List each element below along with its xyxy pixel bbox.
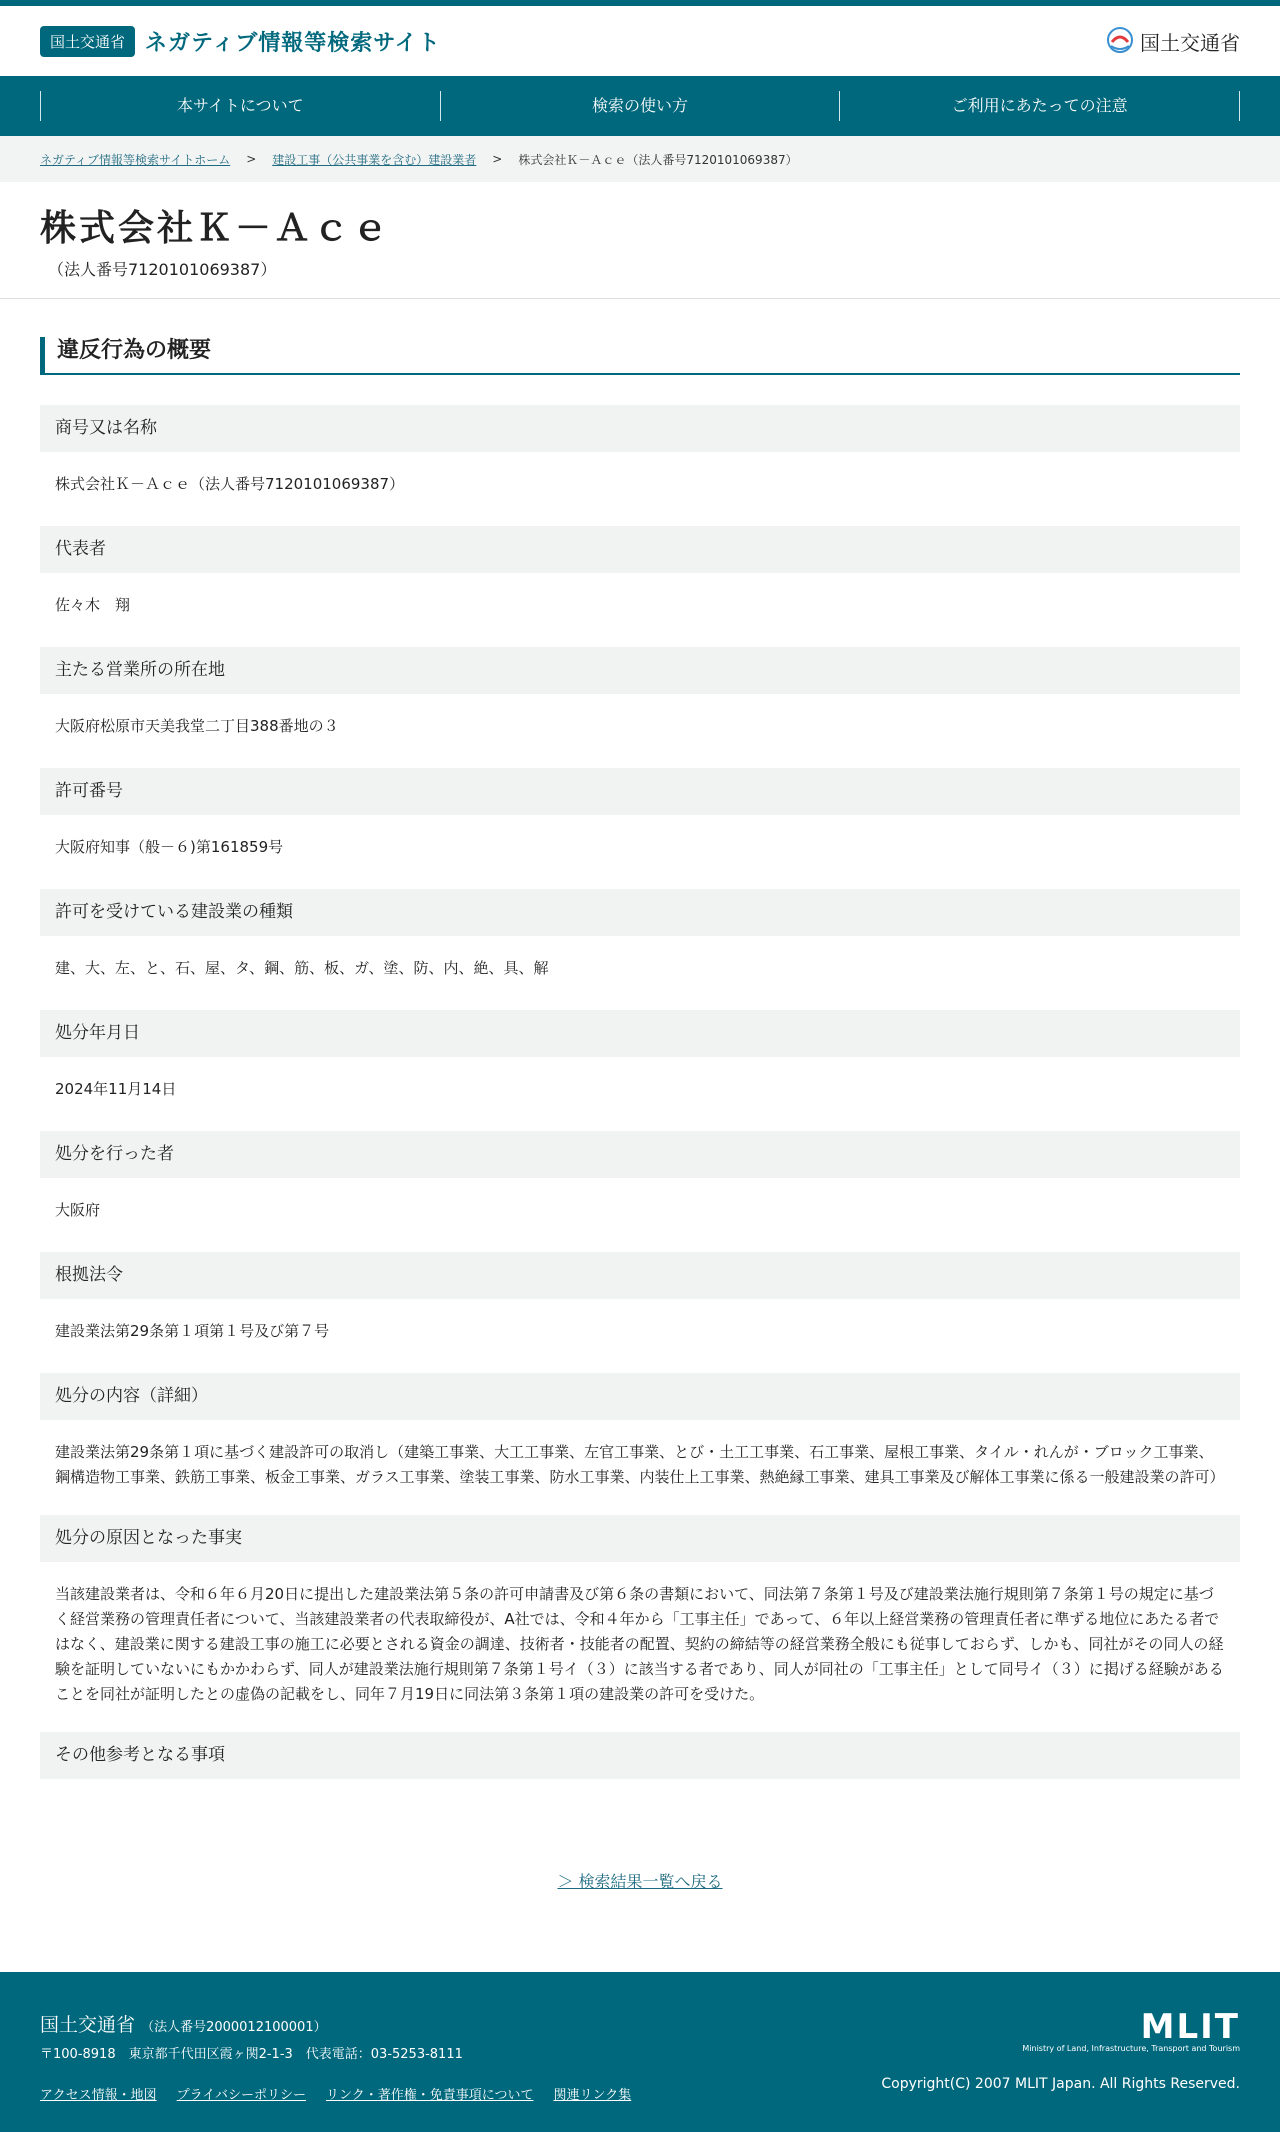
field-block	[40, 1373, 1240, 1515]
field-block	[40, 1131, 1240, 1252]
field-value: 大阪府知事（般－６)第161859号	[55, 838, 284, 856]
footer-org-corp-number: （法人番号2000012100001）	[141, 2020, 327, 2035]
section-title: 違反行為の概要	[40, 337, 1240, 375]
footer-link-access[interactable]: アクセス情報・地図	[40, 2088, 157, 2103]
back-link-wrap	[40, 1799, 1240, 1972]
breadcrumb-category[interactable]: 建設工事（公共事業を含む）建設業者	[272, 152, 477, 167]
ministry-emblem-icon	[1106, 26, 1134, 56]
footer-link-privacy[interactable]: プライバシーポリシー	[176, 2088, 306, 2103]
field-label: 商号又は名称	[40, 405, 1240, 452]
ministry-badge: 国土交通省	[40, 26, 135, 57]
field-value: 佐々木 翔	[55, 596, 131, 614]
field-block	[40, 526, 1240, 647]
footer-link-copyright[interactable]: リンク・著作権・免責事項について	[325, 2088, 534, 2103]
field-value: 株式会社Ｋ－Ａｃｅ（法人番号7120101069387）	[55, 475, 405, 493]
company-heading	[0, 182, 1280, 299]
footer-org-name: 国土交通省	[40, 2014, 136, 2036]
field-value	[40, 1779, 1240, 1799]
field-block	[40, 1010, 1240, 1131]
field-label: 許可を受けている建設業の種類	[40, 889, 1240, 936]
breadcrumb-sep: >	[246, 152, 257, 166]
footer-brand-logo	[1022, 2007, 1240, 2053]
field-value: 大阪府松原市天美我堂二丁目388番地の３	[55, 717, 339, 735]
breadcrumb	[0, 136, 1280, 182]
main-content	[0, 299, 1280, 1972]
field-label: 処分年月日	[40, 1010, 1240, 1057]
field-label: 処分を行った者	[40, 1131, 1240, 1178]
nav-how-to-search[interactable]: 検索の使い方	[440, 91, 840, 121]
ministry-logo-text: 国土交通省	[1140, 30, 1240, 55]
field-block	[40, 1515, 1240, 1732]
field-label: 処分の内容（詳細）	[40, 1373, 1240, 1420]
site-header	[0, 6, 1280, 76]
company-corp-number: （法人番号7120101069387）	[48, 260, 277, 279]
field-value: 当該建設業者は、令和６年６月20日に提出した建設業法第５条の許可申請書及び第６条の書類において、同法第７条第１号及び建設業法施行規則第７条第１号の規定に基づく経営業務の管理責任者について、当該建設業者の代表取締役が、A社では、令和４年から「工事主任」であって、６年以上経営業務の管理責任者に準ずる地位にあたる者ではなく、建設業に関する建設工事の施工に必要とされる資金の調達、技術者・技能者の配置、契約の締結等の経営業務全般にも従事しておらず、しかも、同社がその同人の経験を証明していないにもかかわらず、同人が建設業法施行規則第７条第１号イ（３）に該当する者であり、同人が同社の「工事主任」として同号イ（３）に掲げる経験があることを同社が証明したとの虚偽の記載をし、同年７月19日に同法第３条第１項の建設業の許可を受けた。	[55, 1585, 1224, 1703]
footer-link-related[interactable]: 関連リンク集	[553, 2088, 632, 2103]
field-label: 処分の原因となった事実	[40, 1515, 1240, 1562]
site-footer	[0, 1972, 1280, 2132]
field-label: 根拠法令	[40, 1252, 1240, 1299]
nav-about[interactable]: 本サイトについて	[40, 91, 440, 121]
breadcrumb-home[interactable]: ネガティブ情報等検索サイトホーム	[40, 152, 231, 167]
site-title: ネガティブ情報等検索サイト	[145, 30, 441, 56]
mlit-logo-text: MLIT	[1140, 2007, 1240, 2047]
footer-copyright: Copyright(C) 2007 MLIT Japan. All Rights Reserved.	[881, 2076, 1240, 2092]
field-value: 2024年11月14日	[55, 1080, 177, 1098]
breadcrumb-sep: >	[492, 152, 503, 166]
site-logo-link[interactable]	[40, 26, 441, 57]
field-block	[40, 1252, 1240, 1373]
field-block	[40, 647, 1240, 768]
field-block	[40, 1732, 1240, 1799]
field-value: 建設業法第29条第１項第１号及び第７号	[55, 1322, 330, 1340]
company-name: 株式会社Ｋ－Ａｃｅ	[40, 208, 392, 249]
mlit-logo-subtitle: Ministry of Land, Infrastructure, Transport and Tourism	[1022, 2044, 1240, 2053]
field-block	[40, 768, 1240, 889]
breadcrumb-current: 株式会社Ｋ－Ａｃｅ（法人番号7120101069387）	[518, 152, 798, 167]
field-value: 大阪府	[55, 1201, 101, 1219]
nav-notes[interactable]: ご利用にあたっての注意	[839, 91, 1240, 121]
back-to-results-link[interactable]: ＞ 検索結果一覧へ戻る	[557, 1872, 723, 1891]
field-block	[40, 405, 1240, 526]
field-label: 許可番号	[40, 768, 1240, 815]
field-value: 建設業法第29条第１項に基づく建設許可の取消し（建築工事業、大工工事業、左官工事業、とび・土工工事業、石工事業、屋根工事業、タイル・れんが・ブロック工事業、鋼構造物工事業、鉄筋工事業、板金工事業、ガラス工事業、塗装工事業、防水工事業、内装仕上工事業、熱絶縁工事業、建具工事業及び解体工事業に係る一般建設業の許可）	[55, 1443, 1225, 1486]
footer-address: 〒100-8918 東京都千代田区霞ヶ関2-1-3 代表電話：03-5253-8111	[40, 2047, 463, 2062]
ministry-logo[interactable]	[1106, 26, 1240, 56]
field-block	[40, 889, 1240, 1010]
field-label: 主たる営業所の所在地	[40, 647, 1240, 694]
field-label: 代表者	[40, 526, 1240, 573]
global-nav	[0, 76, 1280, 136]
field-label: その他参考となる事項	[40, 1732, 1240, 1779]
field-value: 建、大、左、と、石、屋、タ、鋼、筋、板、ガ、塗、防、内、絶、具、解	[55, 959, 549, 977]
